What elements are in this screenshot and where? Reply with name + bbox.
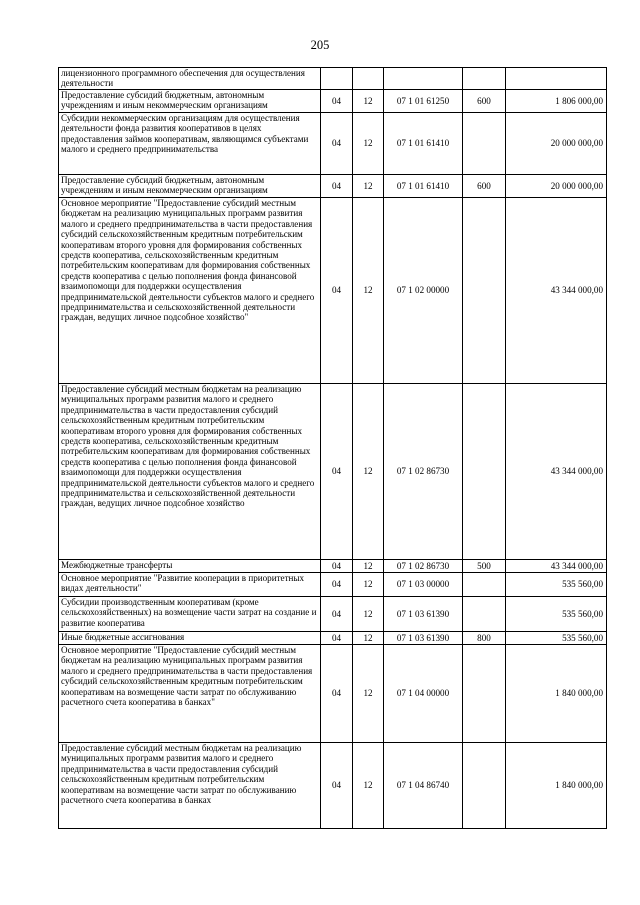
- row-name: Основное мероприятие "Предоставление субсидий местным бюджетам на реализацию муниципальных программ развития малого и среднего предпринимательства в части предоставления субсидий сельскохозяйственным кредитным потребительским кооперативам на возмещение части затрат по обслуживанию расчетного счета кооператива в банках": [59, 645, 321, 743]
- row-expense-type: [463, 384, 506, 560]
- table-row: [59, 632, 607, 645]
- row-expense-type: [463, 113, 506, 175]
- row-amount: 1 840 000,00: [506, 743, 607, 829]
- row-name: Иные бюджетные ассигнования: [59, 632, 321, 645]
- row-expense-type: [463, 743, 506, 829]
- row-name: лицензионного программного обеспечения для осуществления деятельности: [59, 68, 321, 90]
- row-target-article: 07 1 04 00000: [384, 645, 463, 743]
- row-amount: 1 806 000,00: [506, 90, 607, 113]
- row-name: Предоставление субсидий бюджетным, автономным учреждениям и иным некоммерческим организациям: [59, 175, 321, 198]
- table-row: [59, 645, 607, 743]
- row-subsection: 12: [353, 384, 384, 560]
- row-section: 04: [321, 560, 353, 573]
- row-expense-type: [463, 645, 506, 743]
- row-expense-type: [463, 573, 506, 597]
- row-section: 04: [321, 597, 353, 632]
- row-name: Предоставление субсидий местным бюджетам на реализацию муниципальных программ развития малого и среднего предпринимательства в части предоставления субсидий сельскохозяйственным кредитным потребительским кооперативам на возмещение части затрат по обслуживанию расчетного счета кооператива в банках: [59, 743, 321, 829]
- row-subsection: 12: [353, 198, 384, 384]
- row-expense-type: 500: [463, 560, 506, 573]
- row-section: 04: [321, 198, 353, 384]
- row-subsection: 12: [353, 113, 384, 175]
- row-name: Предоставление субсидий местным бюджетам на реализацию муниципальных программ развития малого и среднего предпринимательства в части предоставления субсидий сельскохозяйственным кредитным потребительским кооперативам второго уровня для формирования собственных средств кооператива, сельскохозяйственным кредитным потребительским кооперативам для формирования собственных средств кооператива с целью пополнения фонда финансовой взаимопомощи для поддержки осуществления предпринимательской деятельности субъектов малого и среднего предпринимательства и сельскохозяйственной деятельности граждан, ведущих личное подсобное хозяйство: [59, 384, 321, 560]
- row-amount: 20 000 000,00: [506, 113, 607, 175]
- table-row: [59, 68, 607, 90]
- row-subsection: 12: [353, 597, 384, 632]
- row-subsection: 12: [353, 560, 384, 573]
- row-section: 04: [321, 90, 353, 113]
- row-target-article: 07 1 04 86740: [384, 743, 463, 829]
- row-amount: 43 344 000,00: [506, 198, 607, 384]
- row-name: Основное мероприятие "Развитие кооперации в приоритетных видах деятельности": [59, 573, 321, 597]
- row-section: 04: [321, 632, 353, 645]
- row-target-article: 07 1 03 61390: [384, 597, 463, 632]
- row-name: Основное мероприятие "Предоставление субсидий местным бюджетам на реализацию муниципальных программ развития малого и среднего предпринимательства в части предоставления субсидий сельскохозяйственным кредитным потребительским кооперативам второго уровня для формирования собственных средств кооператива, сельскохозяйственным кредитным потребительским кооперативам для формирования собственных средств кооператива с целью пополнения фонда финансовой взаимопомощи для поддержки осуществления предпринимательской деятельности субъектов малого и среднего предпринимательства и сельскохозяйственной деятельности граждан, ведущих личное подсобное хозяйство": [59, 198, 321, 384]
- row-subsection: 12: [353, 573, 384, 597]
- row-subsection: 12: [353, 743, 384, 829]
- table-row: [59, 560, 607, 573]
- row-section: 04: [321, 573, 353, 597]
- row-subsection: 12: [353, 632, 384, 645]
- row-target-article: 07 1 02 86730: [384, 384, 463, 560]
- row-expense-type: 800: [463, 632, 506, 645]
- page-number: 205: [310, 38, 330, 52]
- row-amount: 535 560,00: [506, 573, 607, 597]
- row-expense-type: [463, 597, 506, 632]
- row-subsection: 12: [353, 90, 384, 113]
- row-target-article: 07 1 01 61410: [384, 113, 463, 175]
- row-subsection: 12: [353, 645, 384, 743]
- row-target-article: [384, 68, 463, 90]
- row-amount: 535 560,00: [506, 597, 607, 632]
- table-row: [59, 597, 607, 632]
- row-expense-type: 600: [463, 175, 506, 198]
- row-amount: 535 560,00: [506, 632, 607, 645]
- budget-table: [58, 67, 607, 829]
- row-target-article: 07 1 01 61250: [384, 90, 463, 113]
- row-amount: 20 000 000,00: [506, 175, 607, 198]
- table-row: [59, 743, 607, 829]
- row-section: 04: [321, 645, 353, 743]
- row-amount: [506, 68, 607, 90]
- row-amount: 1 840 000,00: [506, 645, 607, 743]
- row-target-article: 07 1 01 61410: [384, 175, 463, 198]
- row-target-article: 07 1 02 86730: [384, 560, 463, 573]
- row-name: Межбюджетные трансферты: [59, 560, 321, 573]
- row-subsection: [353, 68, 384, 90]
- row-section: 04: [321, 113, 353, 175]
- table-row: [59, 175, 607, 198]
- row-amount: 43 344 000,00: [506, 384, 607, 560]
- row-section: [321, 68, 353, 90]
- row-target-article: 07 1 03 61390: [384, 632, 463, 645]
- row-name: Предоставление субсидий бюджетным, автономным учреждениям и иным некоммерческим организациям: [59, 90, 321, 113]
- row-amount: 43 344 000,00: [506, 560, 607, 573]
- table-row: [59, 198, 607, 384]
- row-target-article: 07 1 02 00000: [384, 198, 463, 384]
- row-name: Субсидии производственным кооперативам (кроме сельскохозяйственных) на возмещение части затрат на создание и развитие кооператива: [59, 597, 321, 632]
- table-row: [59, 113, 607, 175]
- budget-table-body: [59, 68, 607, 829]
- row-section: 04: [321, 175, 353, 198]
- table-row: [59, 573, 607, 597]
- row-target-article: 07 1 03 00000: [384, 573, 463, 597]
- row-expense-type: [463, 198, 506, 384]
- table-row: [59, 384, 607, 560]
- row-expense-type: 600: [463, 90, 506, 113]
- row-subsection: 12: [353, 175, 384, 198]
- table-row: [59, 90, 607, 113]
- row-name: Субсидии некоммерческим организациям для осуществления деятельности фонда развития кооперативов в целях предоставления займов кооперативам, являющимся субъектами малого и среднего предпринимательства: [59, 113, 321, 175]
- row-expense-type: [463, 68, 506, 90]
- row-section: 04: [321, 384, 353, 560]
- row-section: 04: [321, 743, 353, 829]
